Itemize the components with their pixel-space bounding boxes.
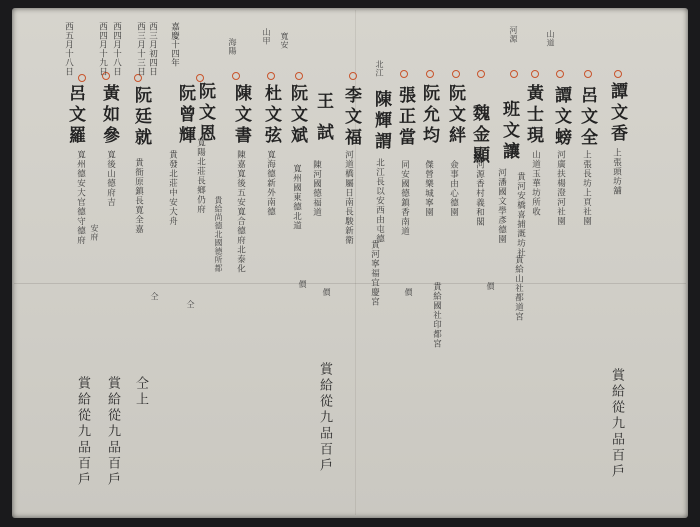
person-name: 阮文斌: [287, 84, 307, 147]
date-entry: 西四月十九日: [97, 22, 108, 76]
person-origin: 僉事由心德園: [448, 160, 459, 217]
person-origin: 上張頭坊舖: [611, 148, 622, 196]
seal-mark: [400, 70, 408, 78]
person-origin: 傑營樂城寧園: [423, 160, 434, 217]
person-status: 價: [404, 288, 413, 297]
person-origin: 寬州德安大官德守德府: [75, 150, 86, 245]
region-label: 北江: [375, 60, 384, 77]
person-name: 張正當: [395, 86, 415, 149]
person-name: 呂文羅: [65, 84, 85, 147]
fold-line-horizontal: [14, 283, 686, 284]
person-status: 仝: [150, 292, 159, 301]
person-name: 杜文弦: [261, 84, 281, 147]
region-label: 河源: [509, 26, 518, 43]
date-entry: 西三月初四日: [147, 22, 158, 76]
person-origin: 寬後山德府吉: [105, 150, 116, 207]
rank-entry: 仝上: [133, 376, 148, 408]
rank-entry: 賞給從九品百戶: [317, 362, 332, 474]
person-name: 魏金顯: [469, 104, 489, 167]
region-label: 海陽: [228, 38, 237, 55]
rank-entry: 賞給從九品百戶: [105, 376, 120, 488]
seal-mark: [556, 70, 564, 78]
region-label: 山道: [546, 30, 555, 47]
person-name: 阮文絆: [445, 84, 465, 147]
person-status: 安府: [90, 224, 99, 241]
person-origin: 寬州國東德北道: [291, 164, 302, 231]
person-name: 陳輝謂: [371, 90, 391, 153]
person-origin: 寬陽北莊長鄉仍府: [195, 138, 206, 214]
date-entry: 西五月十八日: [63, 22, 74, 76]
rank-entry: 賞給從九品百戶: [75, 376, 90, 488]
person-name: 譚文螃: [551, 86, 571, 149]
person-name: 呂文全: [577, 86, 597, 149]
region-label: 山甲: [262, 28, 271, 45]
person-origin: 河道橋屬日南長駿新衛: [343, 150, 354, 245]
seal-mark: [584, 70, 592, 78]
seal-mark: [295, 72, 303, 80]
person-status: 價: [298, 280, 307, 289]
seal-mark: [267, 72, 275, 80]
person-name: 阮文恩: [195, 82, 215, 145]
person-status: 貴河安橋喜捕溉坊社: [515, 172, 526, 258]
person-name: 班文讓: [499, 100, 519, 163]
person-name: 阮允均: [419, 84, 439, 147]
person-name: 譚文香: [607, 82, 627, 145]
seal-mark: [426, 70, 434, 78]
person-status: 價: [322, 288, 331, 297]
date-entry: 西四月十八日: [111, 22, 122, 76]
person-status: 貴給山社都道宮: [513, 255, 524, 322]
person-name: 李文福: [341, 86, 361, 149]
person-status: 貴河寧福宜慶宮: [369, 240, 380, 307]
person-status: 價: [486, 282, 495, 291]
seal-mark: [510, 70, 518, 78]
seal-mark: [349, 72, 357, 80]
rank-entry: 賞給從九品百戶: [609, 368, 624, 480]
seal-mark: [196, 74, 204, 82]
seal-mark: [477, 70, 485, 78]
person-name: 阮曾輝: [175, 84, 195, 147]
seal-mark: [232, 72, 240, 80]
person-origin: 陳河國德福道: [311, 160, 322, 217]
person-name: 黃如參: [99, 84, 119, 147]
seal-mark: [614, 70, 622, 78]
person-origin: 貴衙原鎮長寬全嘉: [133, 158, 144, 234]
seal-mark: [78, 74, 86, 82]
person-name: 王 試: [313, 92, 333, 144]
person-origin: 河廣扶楊澄河社園: [555, 150, 566, 226]
person-status: 仝: [186, 300, 195, 309]
date-entry: 西三月十三日: [135, 22, 146, 76]
person-origin: 河源香村義和閣: [474, 160, 485, 227]
person-origin: 貴發北莊中安大舟: [167, 150, 178, 226]
person-name: 阮廷就: [131, 86, 151, 149]
person-status: 貴給尚德北國德所都: [214, 196, 223, 273]
person-origin: 寬海德新外南德: [265, 150, 276, 217]
seal-mark: [452, 70, 460, 78]
person-origin: 陳嘉寬後五安寬合德府北泰化: [235, 150, 246, 274]
person-name: 黃士現: [523, 84, 543, 147]
person-origin: 北江長以安西由屯德: [374, 158, 385, 244]
seal-mark: [531, 70, 539, 78]
person-origin: 上張長坊上頁社園: [581, 150, 592, 226]
person-origin: 河潘國文學彥德園: [496, 168, 507, 244]
person-status: 貴給國社印都宮: [431, 282, 442, 349]
date-entry: 嘉慶十四年: [169, 22, 180, 67]
region-label: 寬安: [280, 32, 289, 49]
person-name: 陳文書: [231, 84, 251, 147]
person-origin: 山道玉華坊所收: [530, 150, 541, 217]
person-origin: 同安國德鎮香南道: [399, 160, 410, 236]
